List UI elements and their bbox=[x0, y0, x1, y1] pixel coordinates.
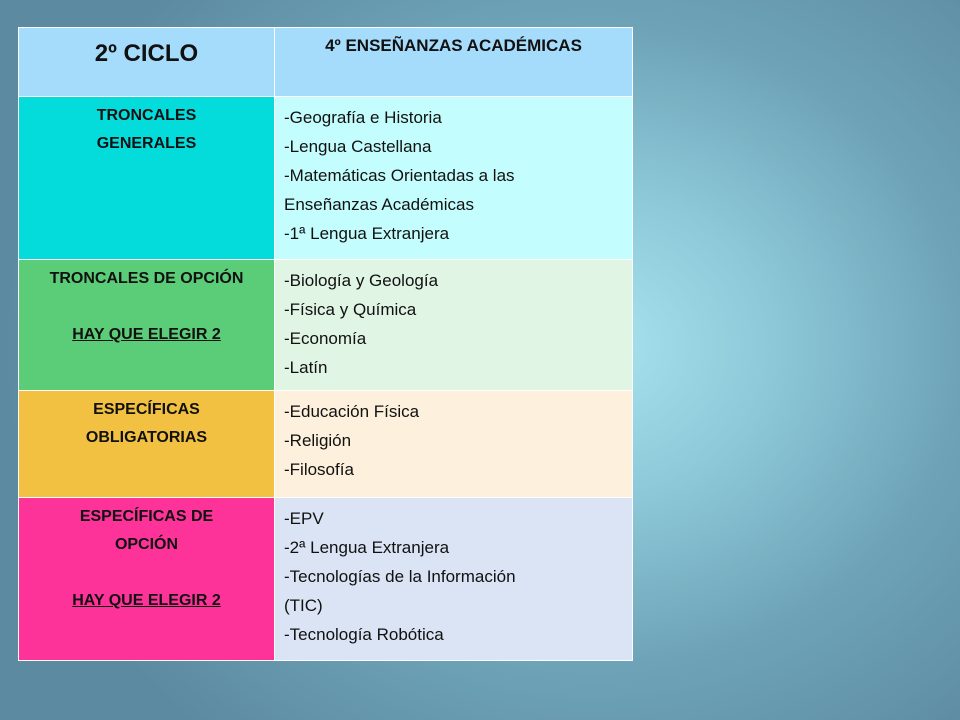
category-label: GENERALES bbox=[96, 135, 197, 152]
category-cell bbox=[19, 260, 275, 391]
category-label: ESPECÍFICAS DE bbox=[79, 508, 214, 525]
subject-item: -Tecnologías de la Información bbox=[284, 567, 516, 586]
subject-item: -Biología y Geología bbox=[284, 271, 439, 290]
subjects-cell bbox=[275, 391, 633, 498]
subject-item: -Lengua Castellana bbox=[284, 137, 432, 156]
category-cell bbox=[19, 97, 275, 260]
category-label: TRONCALES DE OPCIÓN bbox=[49, 270, 244, 287]
table-row bbox=[19, 97, 633, 260]
subjects-cell bbox=[275, 97, 633, 260]
table-row bbox=[19, 391, 633, 498]
subjects-cell bbox=[275, 260, 633, 391]
category-cell bbox=[19, 391, 275, 498]
subject-item: -Educación Física bbox=[284, 402, 420, 421]
subject-item: -Religión bbox=[284, 431, 352, 450]
table-row bbox=[19, 260, 633, 391]
table-row bbox=[19, 498, 633, 661]
subject-item: -Latín bbox=[284, 358, 328, 377]
subjects-cell bbox=[275, 498, 633, 661]
subject-item: -Filosofía bbox=[284, 460, 354, 479]
category-label: ESPECÍFICAS bbox=[93, 401, 200, 418]
table-header-row bbox=[19, 28, 633, 97]
category-label: TRONCALES bbox=[96, 107, 197, 124]
subject-item: -Matemáticas Orientadas a las bbox=[284, 166, 515, 185]
category-cell bbox=[19, 498, 275, 661]
subject-item: -2ª Lengua Extranjera bbox=[284, 538, 450, 557]
subject-item: -1ª Lengua Extranjera bbox=[284, 224, 450, 243]
subject-item: -Tecnología Robótica bbox=[284, 625, 444, 644]
subjects-table bbox=[18, 27, 633, 661]
subject-item: -Economía bbox=[284, 329, 367, 348]
program-header: 4º ENSEÑANZAS ACADÉMICAS bbox=[275, 28, 633, 97]
subject-item: -Geografía e Historia bbox=[284, 108, 442, 127]
subject-item: -EPV bbox=[284, 509, 324, 528]
cycle-header: 2º CICLO bbox=[19, 28, 275, 97]
subject-item: -Física y Química bbox=[284, 300, 417, 319]
choose-two-note: HAY QUE ELEGIR 2 bbox=[72, 592, 221, 609]
subject-item: (TIC) bbox=[284, 596, 323, 615]
category-label: OPCIÓN bbox=[114, 536, 179, 553]
category-label: OBLIGATORIAS bbox=[85, 429, 208, 446]
subject-item: Enseñanzas Académicas bbox=[284, 195, 474, 214]
choose-two-note: HAY QUE ELEGIR 2 bbox=[72, 326, 221, 343]
